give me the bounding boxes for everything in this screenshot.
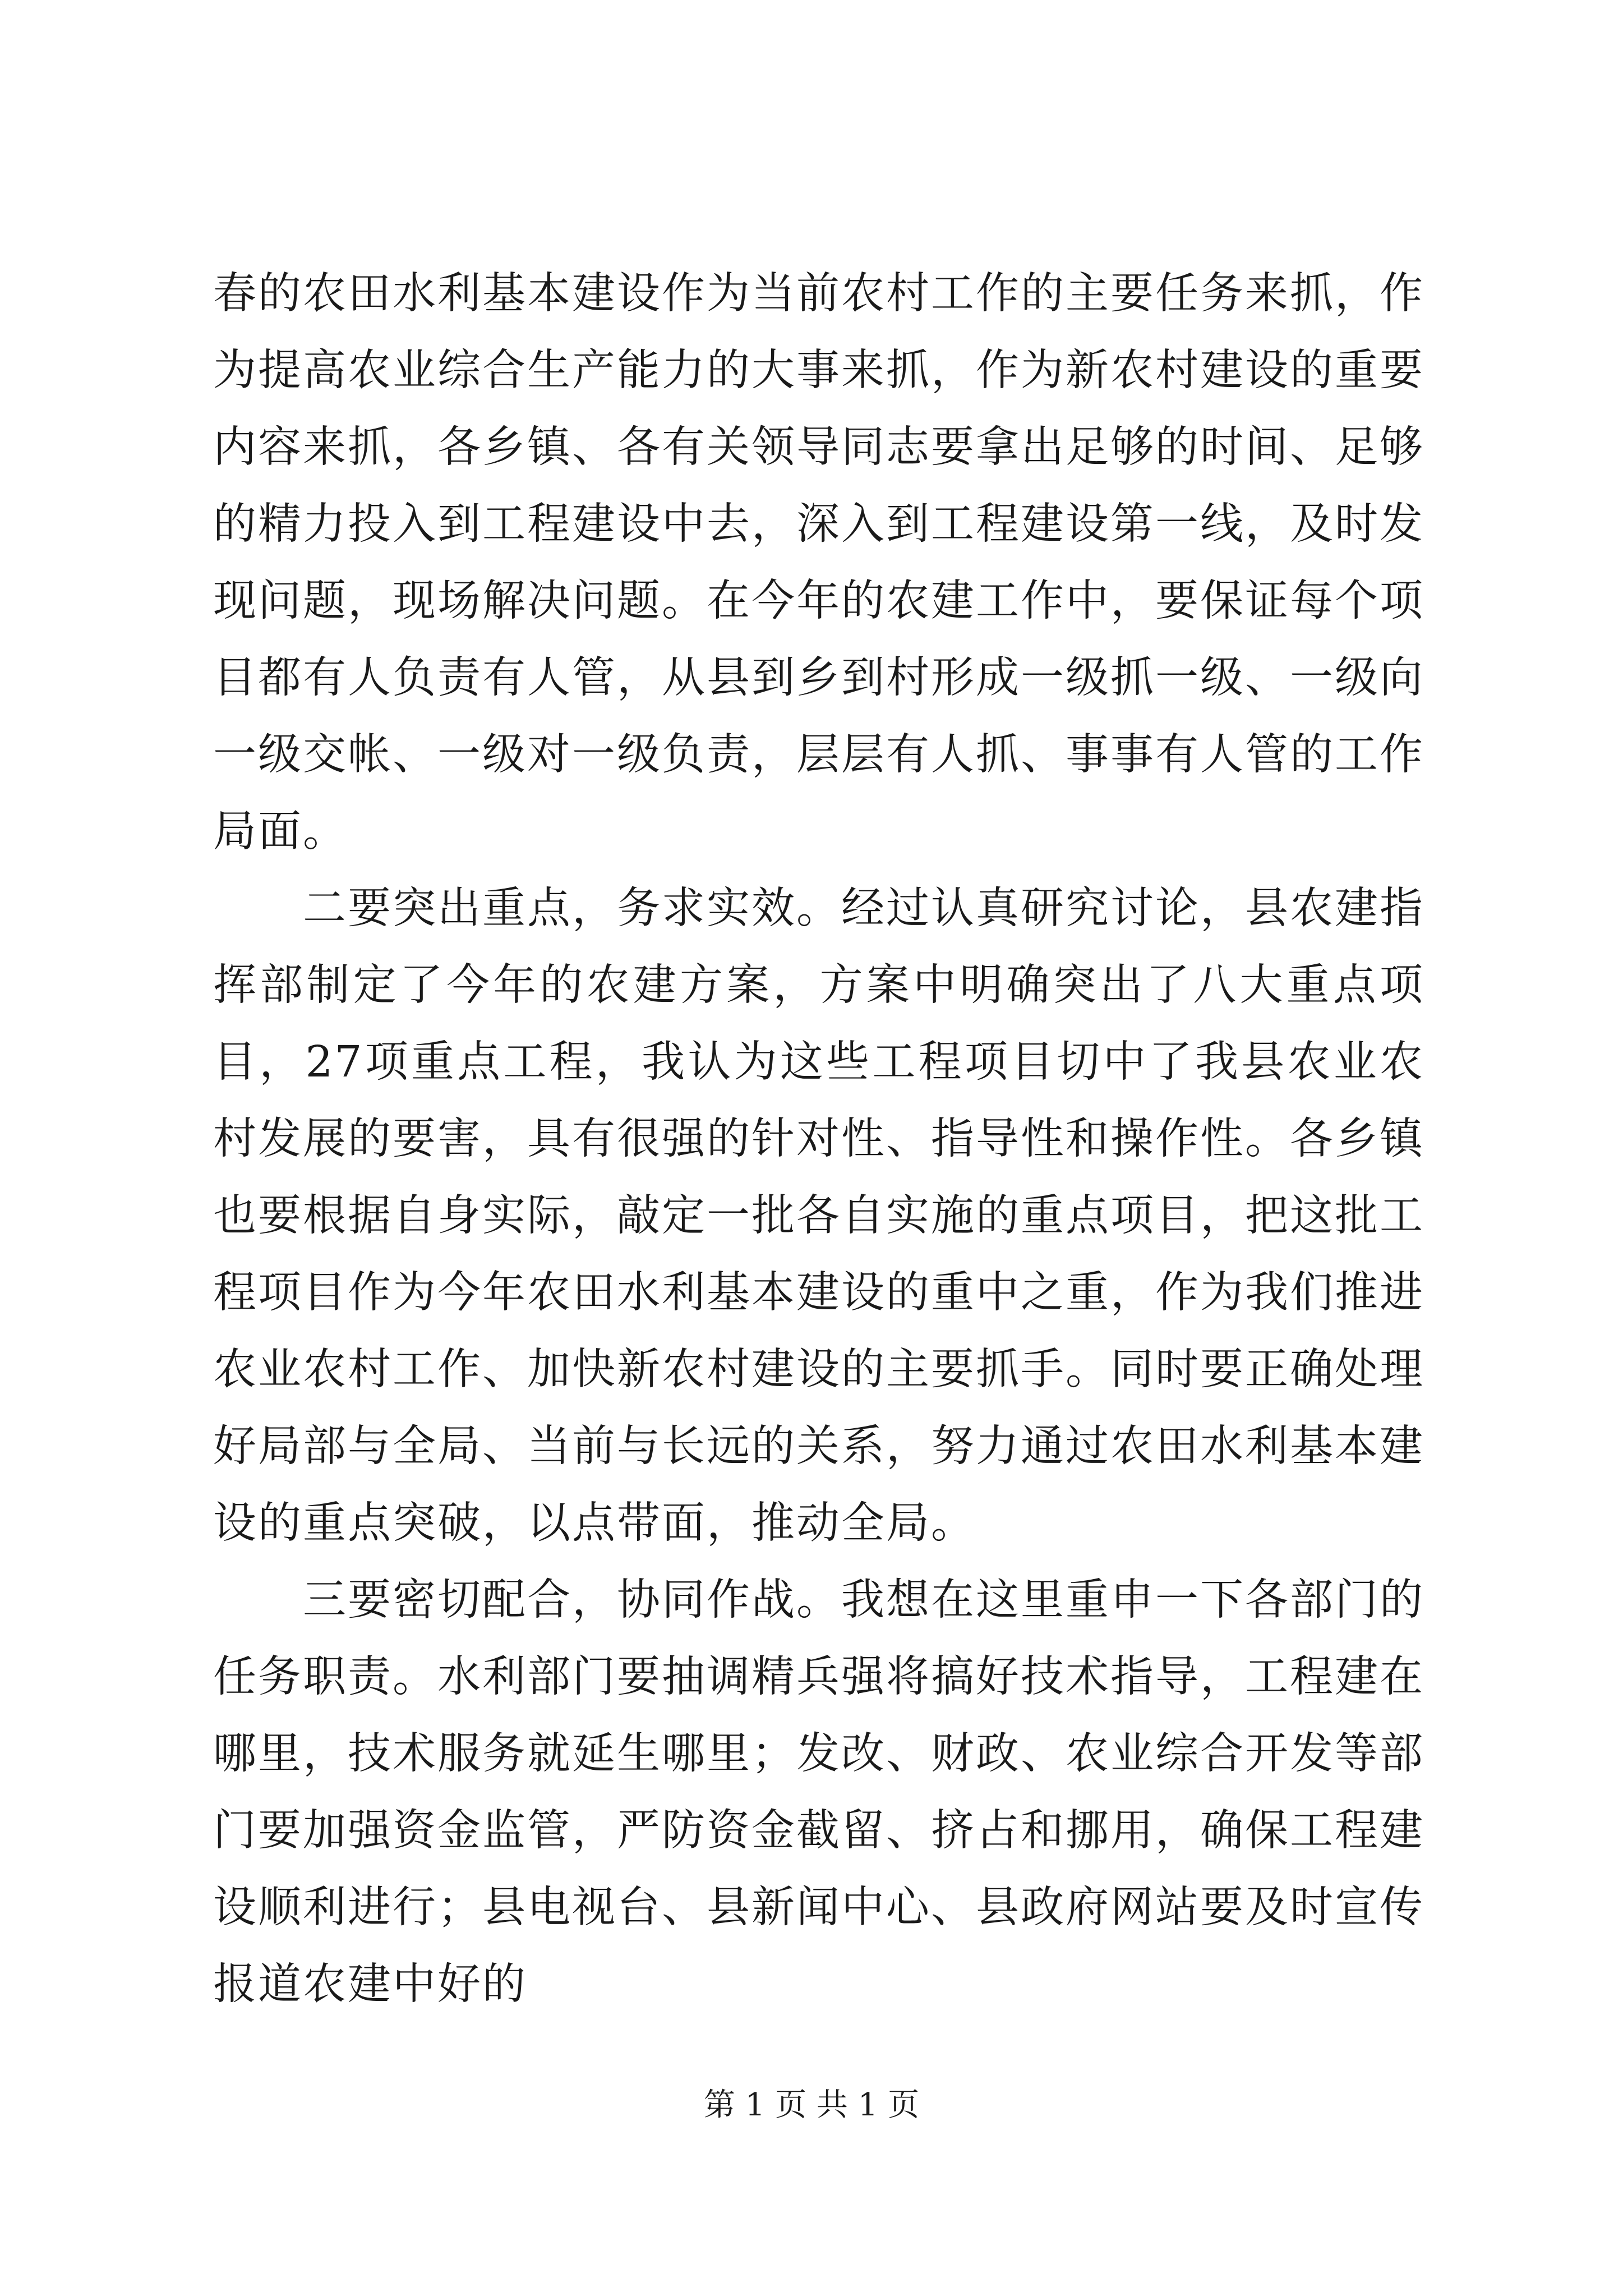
document-body <box>213 255 1424 2023</box>
paragraph-2: 二要突出重点，务求实效。经过认真研究讨论，县农建指挥部制定了今年的农建方案，方案中明确突出了八大重点项目，27项重点工程，我认为这些工程项目切中了我县农业农村发展的要害，具有很强的针对性、指导性和操作性。各乡镇也要根据自身实际，敲定一批各自实施的重点项目，把这批工程项目作为今年农田水利基本建设的重中之重，作为我们推进农业农村工作、加快新农村建设的主要抓手。同时要正确处理好局部与全局、当前与长远的关系，努力通过农田水利基本建设的重点突破，以点带面，推动全局。 <box>213 884 1424 1548</box>
paragraph-3: 三要密切配合，协同作战。我想在这里重申一下各部门的任务职责。水利部门要抽调精兵强将搞好技术指导，工程建在哪里，技术服务就延生哪里；发改、财政、农业综合开发等部门要加强资金监管，严防资金截留、挤占和挪用，确保工程建设顺利进行；县电视台、县新闻中心、县政府网站要及时宣传报道农建中好的 <box>213 1575 1424 2009</box>
page-footer: 第 1 页 共 1 页 <box>703 2087 920 2123</box>
paragraph-1: 春的农田水利基本建设作为当前农村工作的主要任务来抓，作为提高农业综合生产能力的大事来抓，作为新农村建设的重要内容来抓，各乡镇、各有关领导同志要拿出足够的时间、足够的精力投入到工程建设中去，深入到工程建设第一线，及时发现问题，现场解决问题。在今年的农建工作中，要保证每个项目都有人负责有人管，从县到乡到村形成一级抓一级、一级向一级交帐、一级对一级负责，层层有人抓、事事有人管的工作局面。 <box>213 269 1424 857</box>
